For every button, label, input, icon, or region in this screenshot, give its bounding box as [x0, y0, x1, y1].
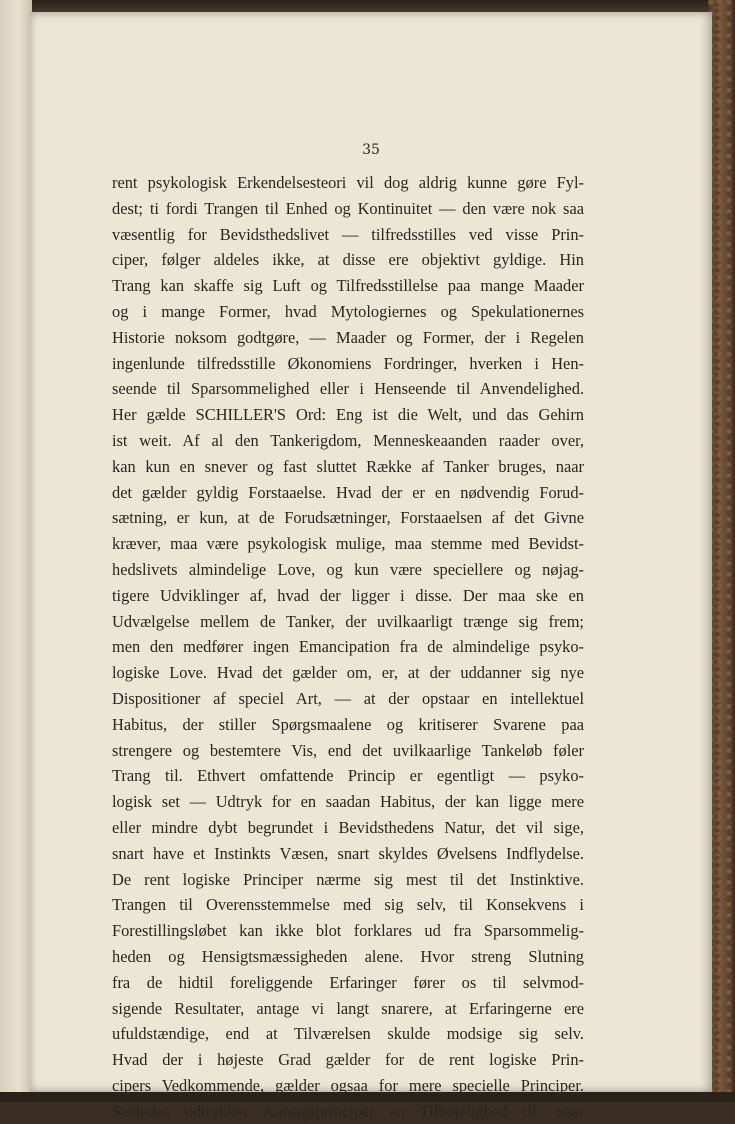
text-line: ingenlunde tilfredsstille Økonomiens Fordringer, hverken i Hen-: [112, 353, 584, 373]
text-line: ufuldstændige, end at Tilværelsen skulde modsige sig selv.: [112, 1024, 584, 1044]
text-line: tigere Udviklinger af, hvad der ligger i disse. Der maa ske en: [112, 585, 584, 605]
text-line: De rent logiske Principer nærme sig mest til det Instinktive.: [112, 869, 584, 889]
text-line: Trang til. Ethvert omfattende Princip er egentligt — psyko-: [112, 766, 584, 786]
text-line: Saaledes udtrykker Aarsagsprincipet en Tilbøjelighed til, naar: [112, 1101, 584, 1121]
facing-page-edge: [0, 0, 32, 1102]
text-line: men den medfører ingen Emancipation fra de almindelige psyko-: [112, 637, 584, 657]
text-line: sigende Resultater, antage vi langt snarere, at Erfaringerne ere: [112, 998, 584, 1018]
text-line: strengere og bestemtere Vis, end det uvilkaarlige Tankeløb føler: [112, 740, 584, 760]
text-line: ciper, følger aldeles ikke, at disse ere objektivt gyldige. Hin: [112, 250, 584, 270]
text-line: kan kun en snever og fast sluttet Række af Tanker bruges, naar: [112, 456, 584, 476]
text-line: Udvælgelse mellem de Tanker, der uvilkaarligt trænge sig frem;: [112, 611, 584, 631]
text-line: fra de hidtil foreliggende Erfaringer fører os til selvmod-: [112, 972, 584, 992]
text-line: heden og Hensigtsmæssigheden alene. Hvor streng Slutning: [112, 946, 584, 966]
text-line: snart have et Instinkts Væsen, snart skyldes Øvelsens Indflydelse.: [112, 843, 584, 863]
text-line: Dispositioner af speciel Art, — at der opstaar en intellektuel: [112, 688, 584, 708]
text-line: sætning, er kun, at de Forudsætninger, Forstaaelsen af det Givne: [112, 508, 584, 528]
text-line: rent psykologisk Erkendelsesteori vil dog aldrig kunne gøre Fyl-: [112, 173, 584, 192]
body-text: [112, 170, 584, 1124]
text-line: seende til Sparsommelighed eller i Henseende til Anvendelighed.: [112, 379, 584, 399]
page-number: 35: [362, 142, 380, 158]
text-line: Her gælde SCHILLER'S Ord: Eng ist die Welt, und das Gehirn: [112, 405, 584, 425]
text-line: Historie noksom godtgøre, — Maader og Former, der i Regelen: [112, 327, 584, 347]
book-cover-edge: [708, 0, 735, 1102]
text-line: hedslivets almindelige Love, og kun være speciellere og nøjag-: [112, 559, 584, 579]
text-line: væsentlig for Bevidsthedslivet — tilfredsstilles ved visse Prin-: [112, 224, 584, 244]
text-line: kræver, maa være psykologisk mulige, maa stemme med Bevidst-: [112, 534, 584, 554]
text-line: eller mindre dybt begrundet i Bevidsthedens Natur, det vil sige,: [112, 817, 584, 837]
text-line: logisk set — Udtryk for en saadan Habitus, der kan ligge mere: [112, 792, 584, 812]
book-page: [30, 12, 712, 1121]
text-line: logiske Love. Hvad det gælder om, er, at der uddanner sig nye: [112, 663, 584, 683]
text-line: dest; ti fordi Trangen til Enhed og Kontinuitet — den være nok saa: [112, 198, 584, 218]
text-line: ist weit. Af al den Tankerigdom, Menneskeaanden raader over,: [112, 430, 584, 450]
text-line: cipers Vedkommende, gælder ogsaa for mere specielle Principer.: [112, 1075, 584, 1095]
text-line: Hvad der i højeste Grad gælder for de rent logiske Prin-: [112, 1050, 584, 1070]
text-line: det gælder gyldig Forstaaelse. Hvad der er en nødvendig Forud-: [112, 482, 584, 502]
text-line: Habitus, der stiller Spørgsmaalene og kritiserer Svarene paa: [112, 714, 584, 734]
text-line: Trangen til Overensstemmelse med sig selv, til Konsekvens i: [112, 895, 584, 915]
text-line: Trang kan skaffe sig Luft og Tilfredsstillelse paa mange Maader: [112, 276, 584, 296]
text-line: Forestillingsløbet kan ikke blot forklares ud fra Sparsommelig-: [112, 921, 584, 941]
text-line: og i mange Former, hvad Mytologiernes og Spekulationernes: [112, 301, 584, 321]
